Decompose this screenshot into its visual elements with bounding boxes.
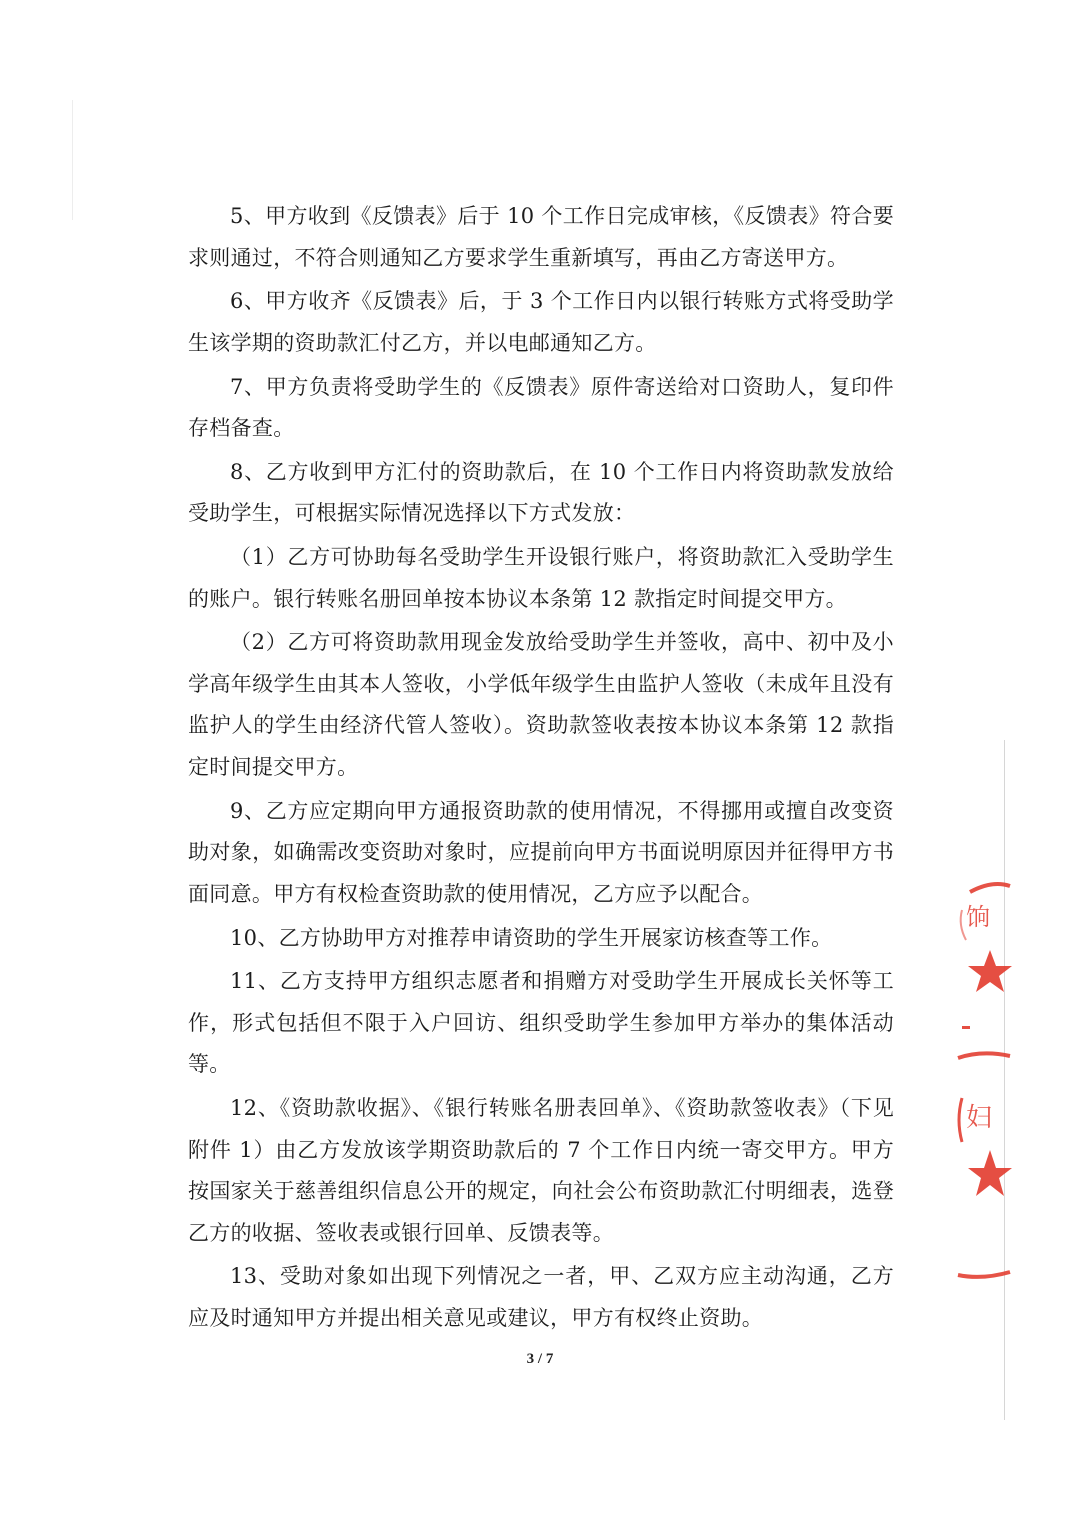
clause-6: 6、甲方收齐《反馈表》后，于 3 个工作日内以银行转账方式将受助学生该学期的资助款汇付乙方，并以电邮通知乙方。	[188, 289, 894, 355]
clause-10: 10、乙方协助甲方对推荐申请资助的学生开展家访核查等工作。	[230, 925, 833, 950]
seal-icon	[952, 880, 1012, 1290]
clause-12: 12、《资助款收据》、《银行转账名册表回单》、《资助款签收表》（下见附件 1）由乙方发放该学期资助款后的 7 个工作日内统一寄交甲方。甲方按国家关于慈善组织信息公开的规定，向社会公布资助款汇付明细表，选登乙方的收据、签收表或银行回单、反馈表等。	[188, 1096, 894, 1245]
document-body	[188, 196, 894, 1342]
clause-8-option-1: （1）乙方可协助每名受助学生开设银行账户，将资助款汇入受助学生的账户。银行转账名册回单按本协议本条第 12 款指定时间提交甲方。	[188, 545, 894, 611]
page-number: 3 / 7	[526, 1351, 554, 1367]
seal-char-2: 妇	[966, 1103, 993, 1133]
clause-7: 7、甲方负责将受助学生的《反馈表》原件寄送给对口资助人，复印件存档备查。	[188, 374, 894, 441]
seal-char-1: 饷	[966, 903, 990, 931]
clause-11: 11、乙方支持甲方组织志愿者和捐赠方对受助学生开展成长关怀等工作，形式包括但不限于入户回访、组织受助学生参加甲方举办的集体活动等。	[188, 969, 894, 1077]
clause-5: 5、甲方收到《反馈表》后于 10 个工作日完成审核，《反馈表》符合要求则通过，不符合则通知乙方要求学生重新填写，再由乙方寄送甲方。	[188, 204, 894, 270]
clause-8-option-2: （2）乙方可将资助款用现金发放给受助学生并签收，高中、初中及小学高年级学生由其本人签收，小学低年级学生由监护人签收（未成年且没有监护人的学生由经济代管人签收）。资助款签收表按本协议本条第 12 款指定时间提交甲方。	[188, 630, 894, 779]
clause-13: 13、受助对象如出现下列情况之一者，甲、乙双方应主动沟通，乙方应及时通知甲方并提出相关意见或建议，甲方有权终止资助。	[188, 1264, 894, 1330]
clause-9: 9、乙方应定期向甲方通报资助款的使用情况，不得挪用或擅自改变资助对象，如确需改变资助对象时，应提前向甲方书面说明原因并征得甲方书面同意。甲方有权检查资助款的使用情况，乙方应予以配合。	[188, 798, 894, 906]
clause-8: 8、乙方收到甲方汇付的资助款后，在 10 个工作日内将资助款发放给受助学生，可根据实际情况选择以下方式发放：	[188, 459, 894, 526]
scan-edge-shadow	[72, 100, 73, 220]
seal-stamp-partial	[952, 880, 1012, 1290]
